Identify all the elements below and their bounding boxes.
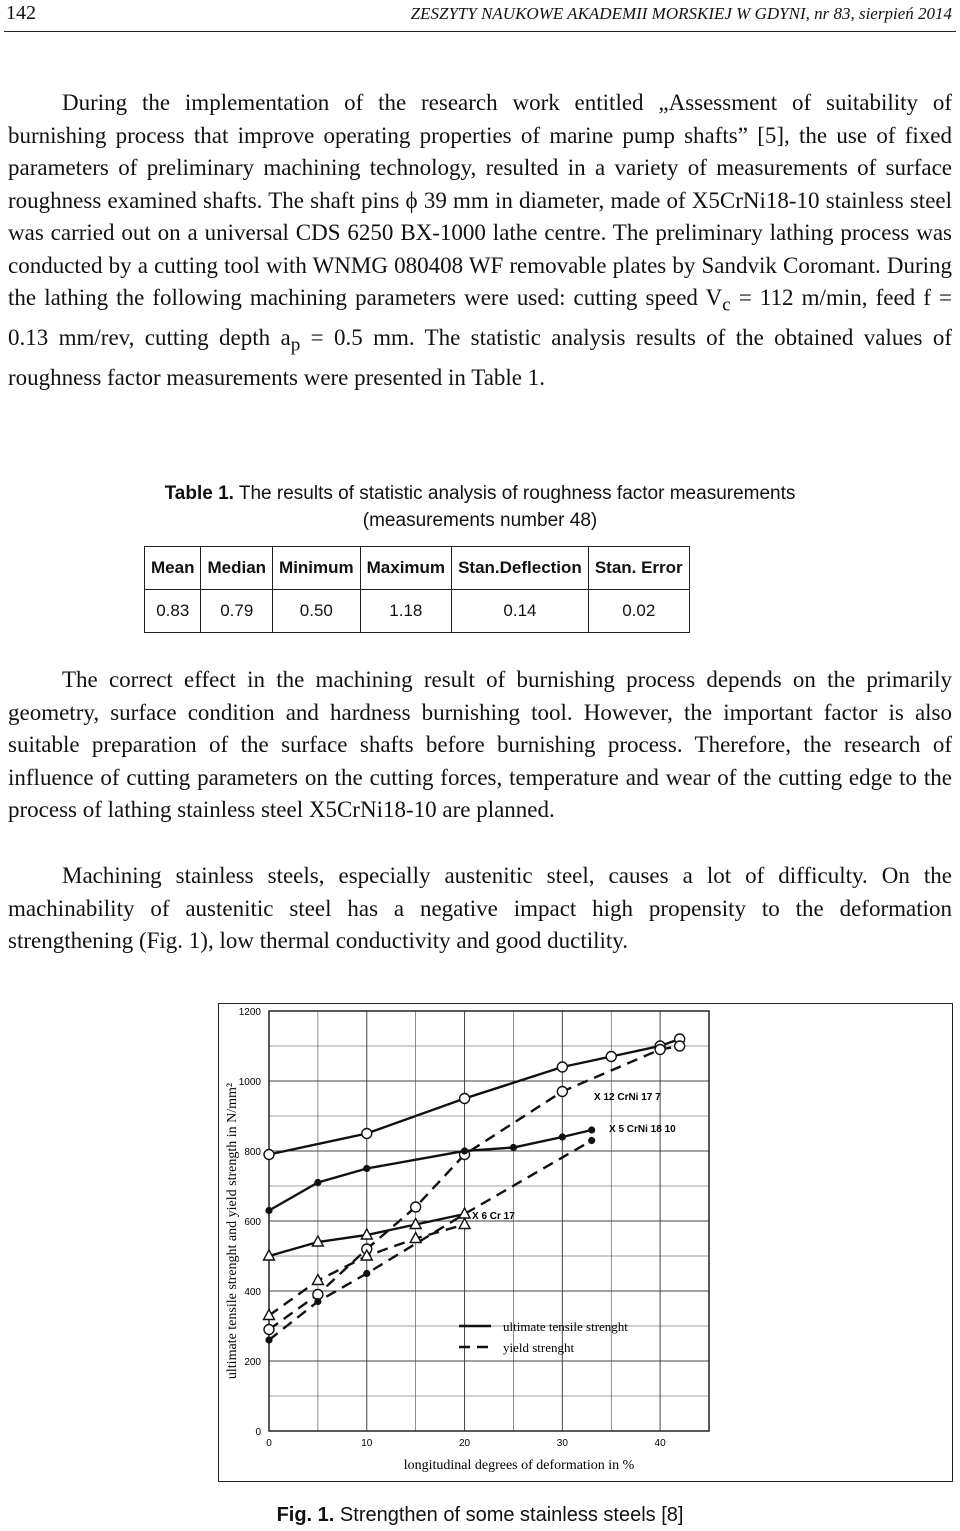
subscript-c: c (722, 294, 731, 316)
data-point (314, 1179, 321, 1186)
table-caption-line-2: (measurements number 48) (362, 510, 598, 531)
table-cell: 0.14 (452, 590, 589, 633)
table-cell: 1.18 (360, 590, 451, 633)
table-header-cell: Median (201, 547, 273, 590)
y-tick-label: 600 (244, 1217, 261, 1228)
x-axis-label: longitudinal degrees of deformation in % (403, 1458, 635, 1473)
figure-1 (218, 1003, 953, 1482)
figure-caption (0, 1504, 960, 1527)
data-point (363, 1165, 370, 1172)
y-tick-label: 1200 (238, 1007, 261, 1018)
paragraph-1-text-c: = 0.5 mm. The statistic analysis results of the obtained values of roughness factor measurements were presented in Table 1. (8, 325, 952, 391)
page-header (0, 0, 960, 33)
x-tick-label: 30 (556, 1438, 568, 1449)
paragraph-2 (8, 664, 952, 827)
series-line (269, 1046, 680, 1330)
data-point (606, 1052, 616, 1062)
x-tick-label: 0 (266, 1438, 272, 1449)
y-tick-label: 0 (255, 1427, 261, 1438)
legend-label: ultimate tensile strenght (503, 1319, 628, 1334)
table-header-cell: Stan.Deflection (452, 547, 589, 590)
paragraph-3-text: Machining stainless steels, especially austenitic steel, causes a lot of difficulty. On the machinability of austenitic steel has a negative impact high propensity to the deformation strengthening (Fig. 1), low thermal conductivity and good ductility. (8, 863, 952, 953)
table-cell: 0.83 (145, 590, 201, 633)
data-point (264, 1150, 274, 1160)
data-point (588, 1126, 595, 1133)
x-tick-label: 40 (654, 1438, 666, 1449)
paragraph-1 (8, 87, 952, 395)
y-tick-label: 1000 (238, 1077, 261, 1088)
table-header-cell: Mean (145, 547, 201, 590)
data-point (362, 1129, 372, 1139)
subscript-p: p (290, 334, 301, 356)
legend-label: yield strenght (503, 1340, 575, 1355)
table-header-row (145, 547, 690, 590)
data-point (265, 1336, 272, 1343)
data-point (264, 1325, 274, 1335)
series-line (269, 1130, 592, 1211)
data-point (510, 1144, 517, 1151)
journal-title: ZESZYTY NAUKOWE AKADEMII MORSKIEJ W GDYNI, nr 83, sierpień 2014 (410, 4, 952, 23)
table-cell: 0.02 (588, 590, 689, 633)
data-point (588, 1137, 595, 1144)
figure-label: Fig. 1. (276, 1504, 335, 1526)
table-caption-line-1: The results of statistic analysis of roughness factor measurements (238, 483, 796, 504)
statistics-table (144, 546, 690, 633)
series-label: X 5 CrNi 18 10 (609, 1124, 676, 1135)
data-point (559, 1133, 566, 1140)
paragraph-2-text: The correct effect in the machining result of burnishing process depends on the primarily geometry, surface condition and hardness burnishing tool. However, the important factor is also suitable preparation of the surface shafts before burnishing process. Therefore, the research of influence of cutting parameters on the cutting forces, temperature and wear of the cutting edge to the process of lathing stainless steel X5CrNi18-10 are planned. (8, 667, 952, 822)
x-tick-label: 10 (361, 1438, 373, 1449)
paragraph-1-text-b: = 112 m/min, feed f = 0.13 mm/rev, cutting depth a (8, 285, 952, 351)
x-tick-label: 20 (458, 1438, 471, 1449)
data-point (460, 1094, 470, 1104)
data-point (675, 1041, 685, 1051)
figure-caption-text: Strengthen of some stainless steels [8] (339, 1504, 684, 1526)
table-label: Table 1. (164, 483, 234, 504)
y-tick-label: 200 (244, 1357, 261, 1368)
y-tick-label: 400 (244, 1287, 261, 1298)
page-number: 142 (6, 2, 36, 24)
paragraph-3 (8, 860, 952, 958)
data-point (557, 1087, 567, 1097)
table-row (145, 590, 690, 633)
header-rule (4, 31, 956, 32)
paragraph-1-text-a: During the implementation of the research work entitled „Assessment of suitability of burnishing process that improve operating properties of marine pump shafts” [5], the use of fixed parameters of preliminary machining technology, resulted in a variety of measurements of surface roughness examined shafts. The shaft pins ϕ 39 mm in diameter, made of X5CrNi18-10 stainless steel was carried out on a universal CDS 6250 BX-1000 lathe centre. The preliminary lathing process was conducted by a cutting tool with WNMG 080408 WF removable plates by Sandvik Coromant. During the lathing the following machining parameters were used: cutting speed V (8, 90, 952, 310)
table-cell: 0.50 (273, 590, 361, 633)
data-point (459, 1219, 470, 1229)
table-caption (90, 480, 870, 534)
table-cell: 0.79 (201, 590, 273, 633)
y-tick-label: 800 (244, 1147, 261, 1158)
y-axis-label: ultimate tensile strenght and yield strength in N/mm² (225, 1082, 240, 1380)
data-point (265, 1207, 272, 1214)
series-label: X 12 CrNi 17 7 (594, 1092, 661, 1103)
series-label: X 6 Cr 17 (472, 1211, 515, 1222)
strength-chart (219, 1004, 952, 1481)
table-header-cell: Stan. Error (588, 547, 689, 590)
data-point (655, 1045, 665, 1055)
table-header-cell: Minimum (273, 547, 361, 590)
data-point (557, 1062, 567, 1072)
data-point (314, 1298, 321, 1305)
data-point (411, 1202, 421, 1212)
data-point (363, 1270, 370, 1277)
table-header-cell: Maximum (360, 547, 451, 590)
data-point (461, 1147, 468, 1154)
data-point (264, 1310, 275, 1320)
